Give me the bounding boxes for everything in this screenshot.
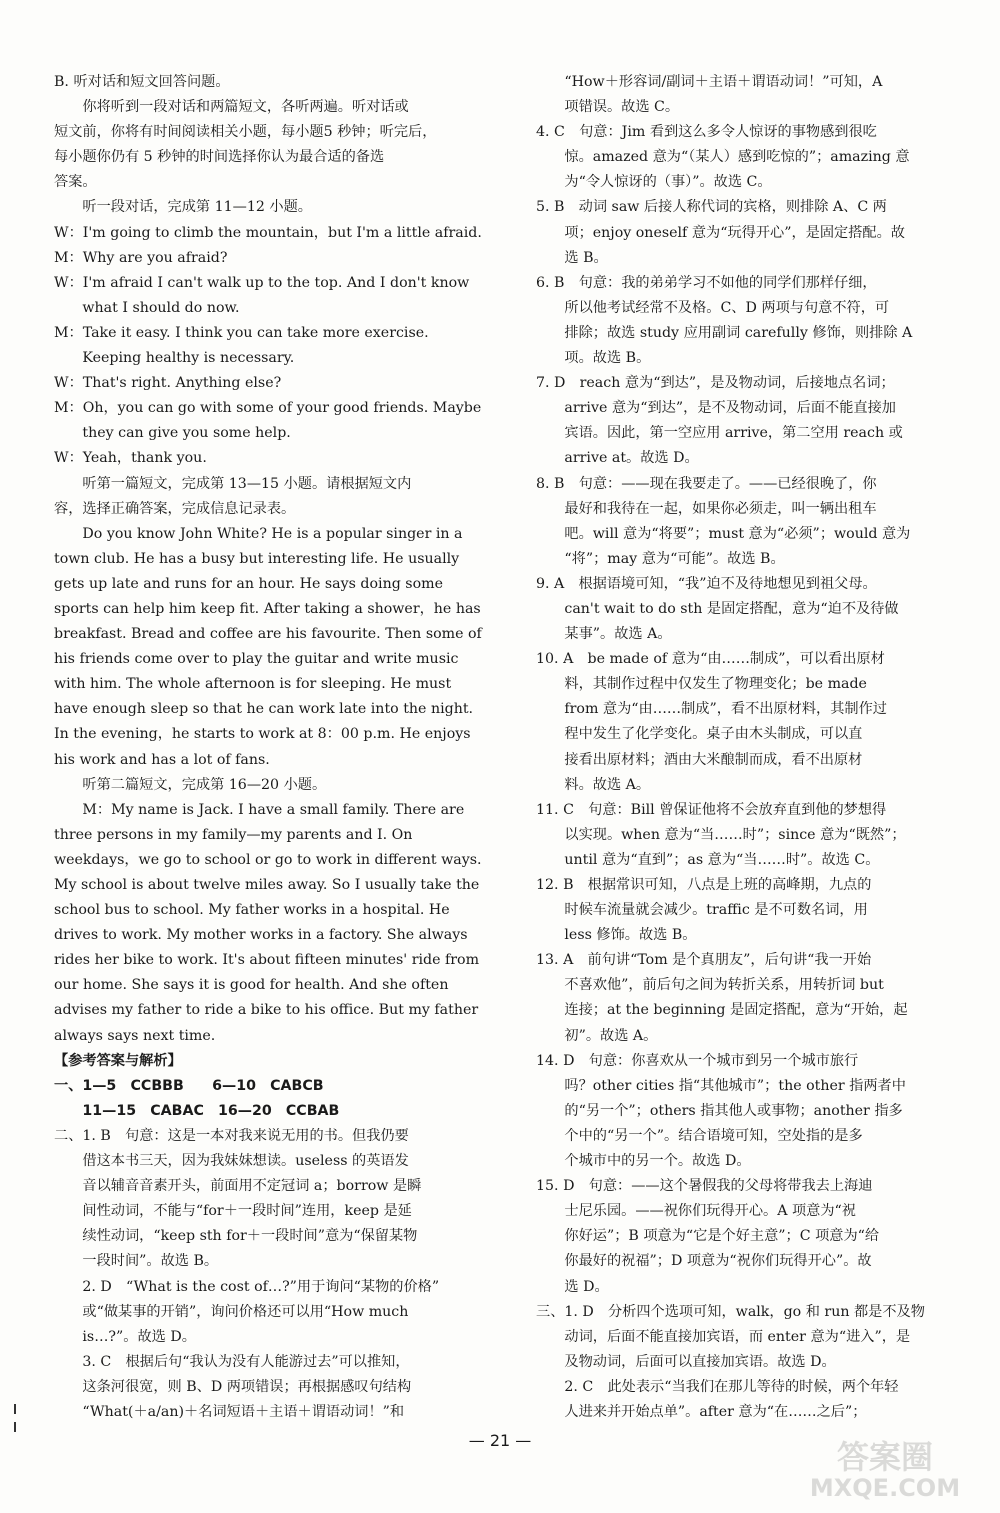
right-column-line: 8. B 句意：——现在我要走了。——已经很晚了，你: [536, 475, 877, 492]
right-column-line: 不喜欢他”，前后句之间为转折关系，用转折词 but: [564, 977, 884, 994]
right-column-line: 6. B 句意：我的弟弟学习不如他的同学们那样仔细，: [536, 274, 877, 291]
right-column-line: 吗？other cities 指“其他城市”；the other 指两者中: [564, 1077, 906, 1094]
left-column-line: 【参考答案与解析】: [54, 1052, 182, 1069]
right-column-line: 2. C 此处表示“当我们在那儿等待的时候，两个年轻: [564, 1378, 899, 1395]
left-column-line: gets up late and runs for an hour. He says doing some: [54, 575, 443, 592]
left-column-line: is…?”。故选 D。: [82, 1328, 196, 1345]
right-column-line: 的“另一个”；others 指其他人或事物；another 指多: [564, 1102, 903, 1119]
right-column-line: “How＋形容词/副词＋主语＋谓语动词！”可知，A: [564, 74, 883, 90]
left-column-line: 音以辅音音素开头，前面用不定冠词 a；borrow 是瞬: [82, 1178, 422, 1195]
left-column-line: what I should do now.: [82, 299, 240, 316]
right-column-line: until 意为“直到”；as 意为“当……时”。故选 C。: [564, 851, 880, 868]
right-column-line: “将”；may 意为“可能”。故选 B。: [564, 550, 785, 567]
left-column-line: 你将听到一段对话和两篇短文，各听两遍。听对话或: [82, 99, 409, 116]
left-column-line: “What(＋a/an)＋名词短语＋主语＋谓语动词！”和: [82, 1403, 405, 1420]
right-column-line: can't wait to do sth 是固定搭配，意为“迫不及待做: [564, 600, 899, 617]
right-column-line: 士尼乐园。——祝你们玩得开心。A 项意为“祝: [564, 1203, 856, 1220]
left-column-line: B. 听对话和短文回答问题。: [54, 74, 230, 90]
left-column-line: 或“做某事的开销”，询问价格还可以用“How much: [82, 1303, 409, 1320]
right-column-line: 以实现。when 意为“当……时”；since 意为“既然”；: [564, 826, 906, 843]
page-number: — 21 —: [468, 1431, 532, 1450]
left-column-line: sports can help him keep fit. After taking a shower，he has: [54, 600, 481, 617]
left-column-line: school bus to school. My father works in a hospital. He: [54, 902, 450, 919]
right-column-line: 个中的“另一个”。结合语境可知，空处指的是多: [564, 1127, 863, 1144]
watermark-bottom-text: MXQE.COM: [809, 1474, 961, 1502]
left-column-line: always says next time.: [54, 1027, 216, 1044]
right-column-line: 料。故选 A。: [564, 776, 651, 793]
right-column-line: 选 B。: [564, 249, 608, 266]
left-column-line: M：Oh，you can go with some of your good friends. Maybe: [54, 400, 482, 417]
left-column-line: M：Take it easy. I think you can take more exercise.: [54, 324, 429, 341]
right-column: [536, 70, 968, 1425]
right-column-line: 10. A be made of 意为“由……制成”，可以看出原材: [536, 651, 885, 668]
left-column-line: 听第一篇短文，完成第 13—15 小题。请根据短文内: [82, 475, 412, 492]
right-column-line: 最好和我待在一起，如果你必须走，叫一辆出租车: [564, 500, 877, 517]
right-column-line: 你好运”；B 项意为“它是个好主意”；C 项意为“给: [564, 1228, 880, 1245]
right-column-line: 12. B 根据常识可知，八点是上班的高峰期，九点的: [536, 877, 872, 893]
left-column-line: 2. D “What is the cost of…?”用于询问“某物的价格”: [82, 1278, 440, 1295]
right-column-line: 9. A 根据语境可知，“我”迫不及待地想见到祖父母。: [536, 575, 877, 592]
left-column-line: M：My name is Jack. I have a small family. There are: [82, 801, 465, 818]
right-column-line: from 意为“由……制成”，看不出原材料，其制作过: [564, 701, 887, 718]
right-column-line: 13. A 前句讲“Tom 是个真朋友”，后句讲“我一开始: [536, 952, 872, 969]
right-column-line: 个城市中的另一个。故选 D。: [564, 1153, 751, 1170]
right-column-line: 时候车流量就会减少。traffic 是不可数名词，用: [564, 902, 868, 919]
left-column-line: town club. He has a busy but interesting life. He usually: [54, 550, 460, 567]
left-column-line: his friends come over to play the guitar and write music: [54, 651, 459, 668]
left-column-line: W：That's right. Anything else?: [54, 375, 282, 392]
left-column-line: W：Yeah，thank you.: [54, 450, 207, 467]
right-column-line: 你最好的祝福”；D 项意为“祝你们玩得开心”。故: [564, 1253, 872, 1270]
right-column-line: 7. D reach 意为“到达”，是及物动词，后接地点名词；: [536, 375, 895, 392]
right-column-line: 14. D 句意：你喜欢从一个城市到另一个城市旅行: [536, 1052, 859, 1069]
right-column-line: arrive 意为“到达”，是不及物动词，后面不能直接加: [564, 400, 896, 417]
left-column-line: his work and has a lot of fans.: [54, 751, 270, 768]
right-column-line: 动词，后面不能直接加宾语，而 enter 意为“进入”，是: [564, 1328, 911, 1345]
right-column-line: 项。故选 B。: [564, 350, 651, 367]
left-column-line: 3. C 根据后句“我认为没有人能游过去”可以推知，: [82, 1353, 410, 1370]
binding-marks: [14, 1404, 20, 1434]
right-column-line: 三、1. D 分析四个选项可知，walk，go 和 run 都是不及物: [536, 1303, 925, 1320]
left-column-line: 听第二篇短文，完成第 16—20 小题。: [82, 776, 327, 793]
right-column-line: 项；enjoy oneself 意为“玩得开心”，是固定搭配。故: [564, 224, 905, 241]
left-column-line: 答案。: [54, 174, 97, 191]
left-column-line: have enough sleep so that he can work late into the night.: [54, 701, 474, 718]
right-column-line: 惊。amazed 意为“（某人）感到吃惊的”；amazing 意: [564, 149, 910, 166]
left-column-line: W：I'm afraid I can't walk up to the top. And I don't know: [54, 274, 470, 291]
left-column-line: drives to work. My mother works in a factory. She always: [54, 927, 468, 944]
right-column-line: 吧。will 意为“将要”；must 意为“必须”；would 意为: [564, 525, 911, 542]
watermark-logo: [790, 1432, 980, 1502]
left-column-line: 短文前，你将有时间阅读相关小题，每小题5 秒钟；听完后，: [54, 124, 437, 141]
right-column-line: 程中发生了化学变化。桌子由木头制成，可以直: [564, 726, 863, 743]
left-column-line: 一、1—5 CCBBB 6—10 CABCB: [54, 1077, 324, 1094]
left-column-line: advises my father to ride a bike to his office. But my father: [54, 1002, 479, 1019]
right-column-line: 料，其制作过程中仅发生了物理变化；be made: [564, 676, 867, 693]
left-column-line: three persons in my family—my parents and I. On: [54, 826, 413, 843]
left-column-line: M：Why are you afraid?: [54, 249, 228, 266]
right-column-line: 选 D。: [564, 1278, 609, 1295]
right-column-line: 及物动词，后面可以直接加宾语。故选 D。: [564, 1353, 836, 1370]
right-column-line: 接看出原材料；酒由大米酿制而成，看不出原材: [564, 751, 863, 768]
right-column-line: 为“令人惊讶的（事）”。故选 C。: [564, 174, 772, 191]
right-column-line: 4. C 句意：Jim 看到这么多令人惊讶的事物感到很吃: [536, 124, 877, 141]
left-column-line: Keeping healthy is necessary.: [82, 350, 295, 367]
left-column-line: 借这本书三天，因为我妹妹想读。useless 的英语发: [82, 1153, 409, 1170]
left-column-line: weekdays，we go to school or go to work in different ways.: [54, 851, 482, 868]
right-column-line: arrive at。故选 D。: [564, 450, 699, 467]
right-column-line: 所以他考试经常不及格。C、D 两项与句意不符，可: [564, 299, 890, 316]
right-column-line: 5. B 动词 saw 后接人称代词的宾格，则排除 A、C 两: [536, 199, 887, 216]
right-column-line: less 修饰。故选 B。: [564, 927, 697, 944]
left-column-line: 听一段对话，完成第 11—12 小题。: [82, 199, 312, 216]
watermark-top-text: 答案圈: [836, 1438, 934, 1476]
right-column-line: 连接；at the beginning 是固定搭配，意为“开始，起: [564, 1002, 908, 1019]
left-column-line: rides her bike to work. It's about fifteen minutes' ride from: [54, 952, 480, 969]
left-column-line: Do you know John White? He is a popular singer in a: [82, 525, 463, 542]
right-column-line: 人进来并开始点单”。after 意为“在……之后”；: [564, 1403, 867, 1420]
left-column-line: In the evening，he starts to work at 8：00 p.m. He enjoys: [54, 726, 471, 743]
right-column-line: 项错误。故选 C。: [564, 99, 680, 116]
left-column-line: 这条河很宽，则 B、D 两项错误；再根据感叹句结构: [82, 1378, 412, 1395]
right-column-line: 11. C 句意：Bill 曾保证他将不会放弃直到他的梦想得: [536, 801, 887, 818]
left-column-line: 每小题你仍有 5 秒钟的时间选择你认为最合适的备选: [54, 149, 385, 166]
left-column-line: 间性动词，不能与“for＋一段时间”连用，keep 是延: [82, 1203, 412, 1220]
left-column-line: with him. The whole afternoon is for sleeping. He must: [54, 676, 452, 693]
right-column-line: 宾语。因此，第一空应用 arrive，第二空用 reach 或: [564, 425, 903, 442]
left-column-line: 二、1. B 句意：这是一本对我来说无用的书。但我仍要: [54, 1127, 409, 1144]
left-column-line: our home. She says it is good for health. And she often: [54, 977, 449, 994]
left-column-line: they can give you some help.: [82, 425, 291, 442]
right-column-line: 15. D 句意：——这个暑假我的父母将带我去上海迪: [536, 1178, 873, 1195]
right-column-line: 某事”。故选 A。: [564, 626, 672, 643]
left-column-line: W：I'm going to climb the mountain，but I'm a little afraid.: [54, 224, 482, 241]
left-column: [54, 70, 486, 1425]
left-column-line: 一段时间”。故选 B。: [82, 1253, 219, 1270]
left-column-line: 续性动词，“keep sth for＋一段时间”意为“保留某物: [82, 1228, 418, 1245]
right-column-line: 排除；故选 study 应用副词 carefully 修饰，则排除 A: [564, 324, 913, 341]
left-column-line: breakfast. Bread and coffee are his favourite. Then some of: [54, 626, 482, 643]
left-column-line: 容，选择正确答案，完成信息记录表。: [54, 500, 296, 517]
right-column-line: 初”。故选 A。: [564, 1027, 658, 1044]
left-column-line: 11—15 CABAC 16—20 CCBAB: [82, 1102, 340, 1119]
left-column-line: My school is about twelve miles away. So I usually take the: [54, 877, 480, 893]
